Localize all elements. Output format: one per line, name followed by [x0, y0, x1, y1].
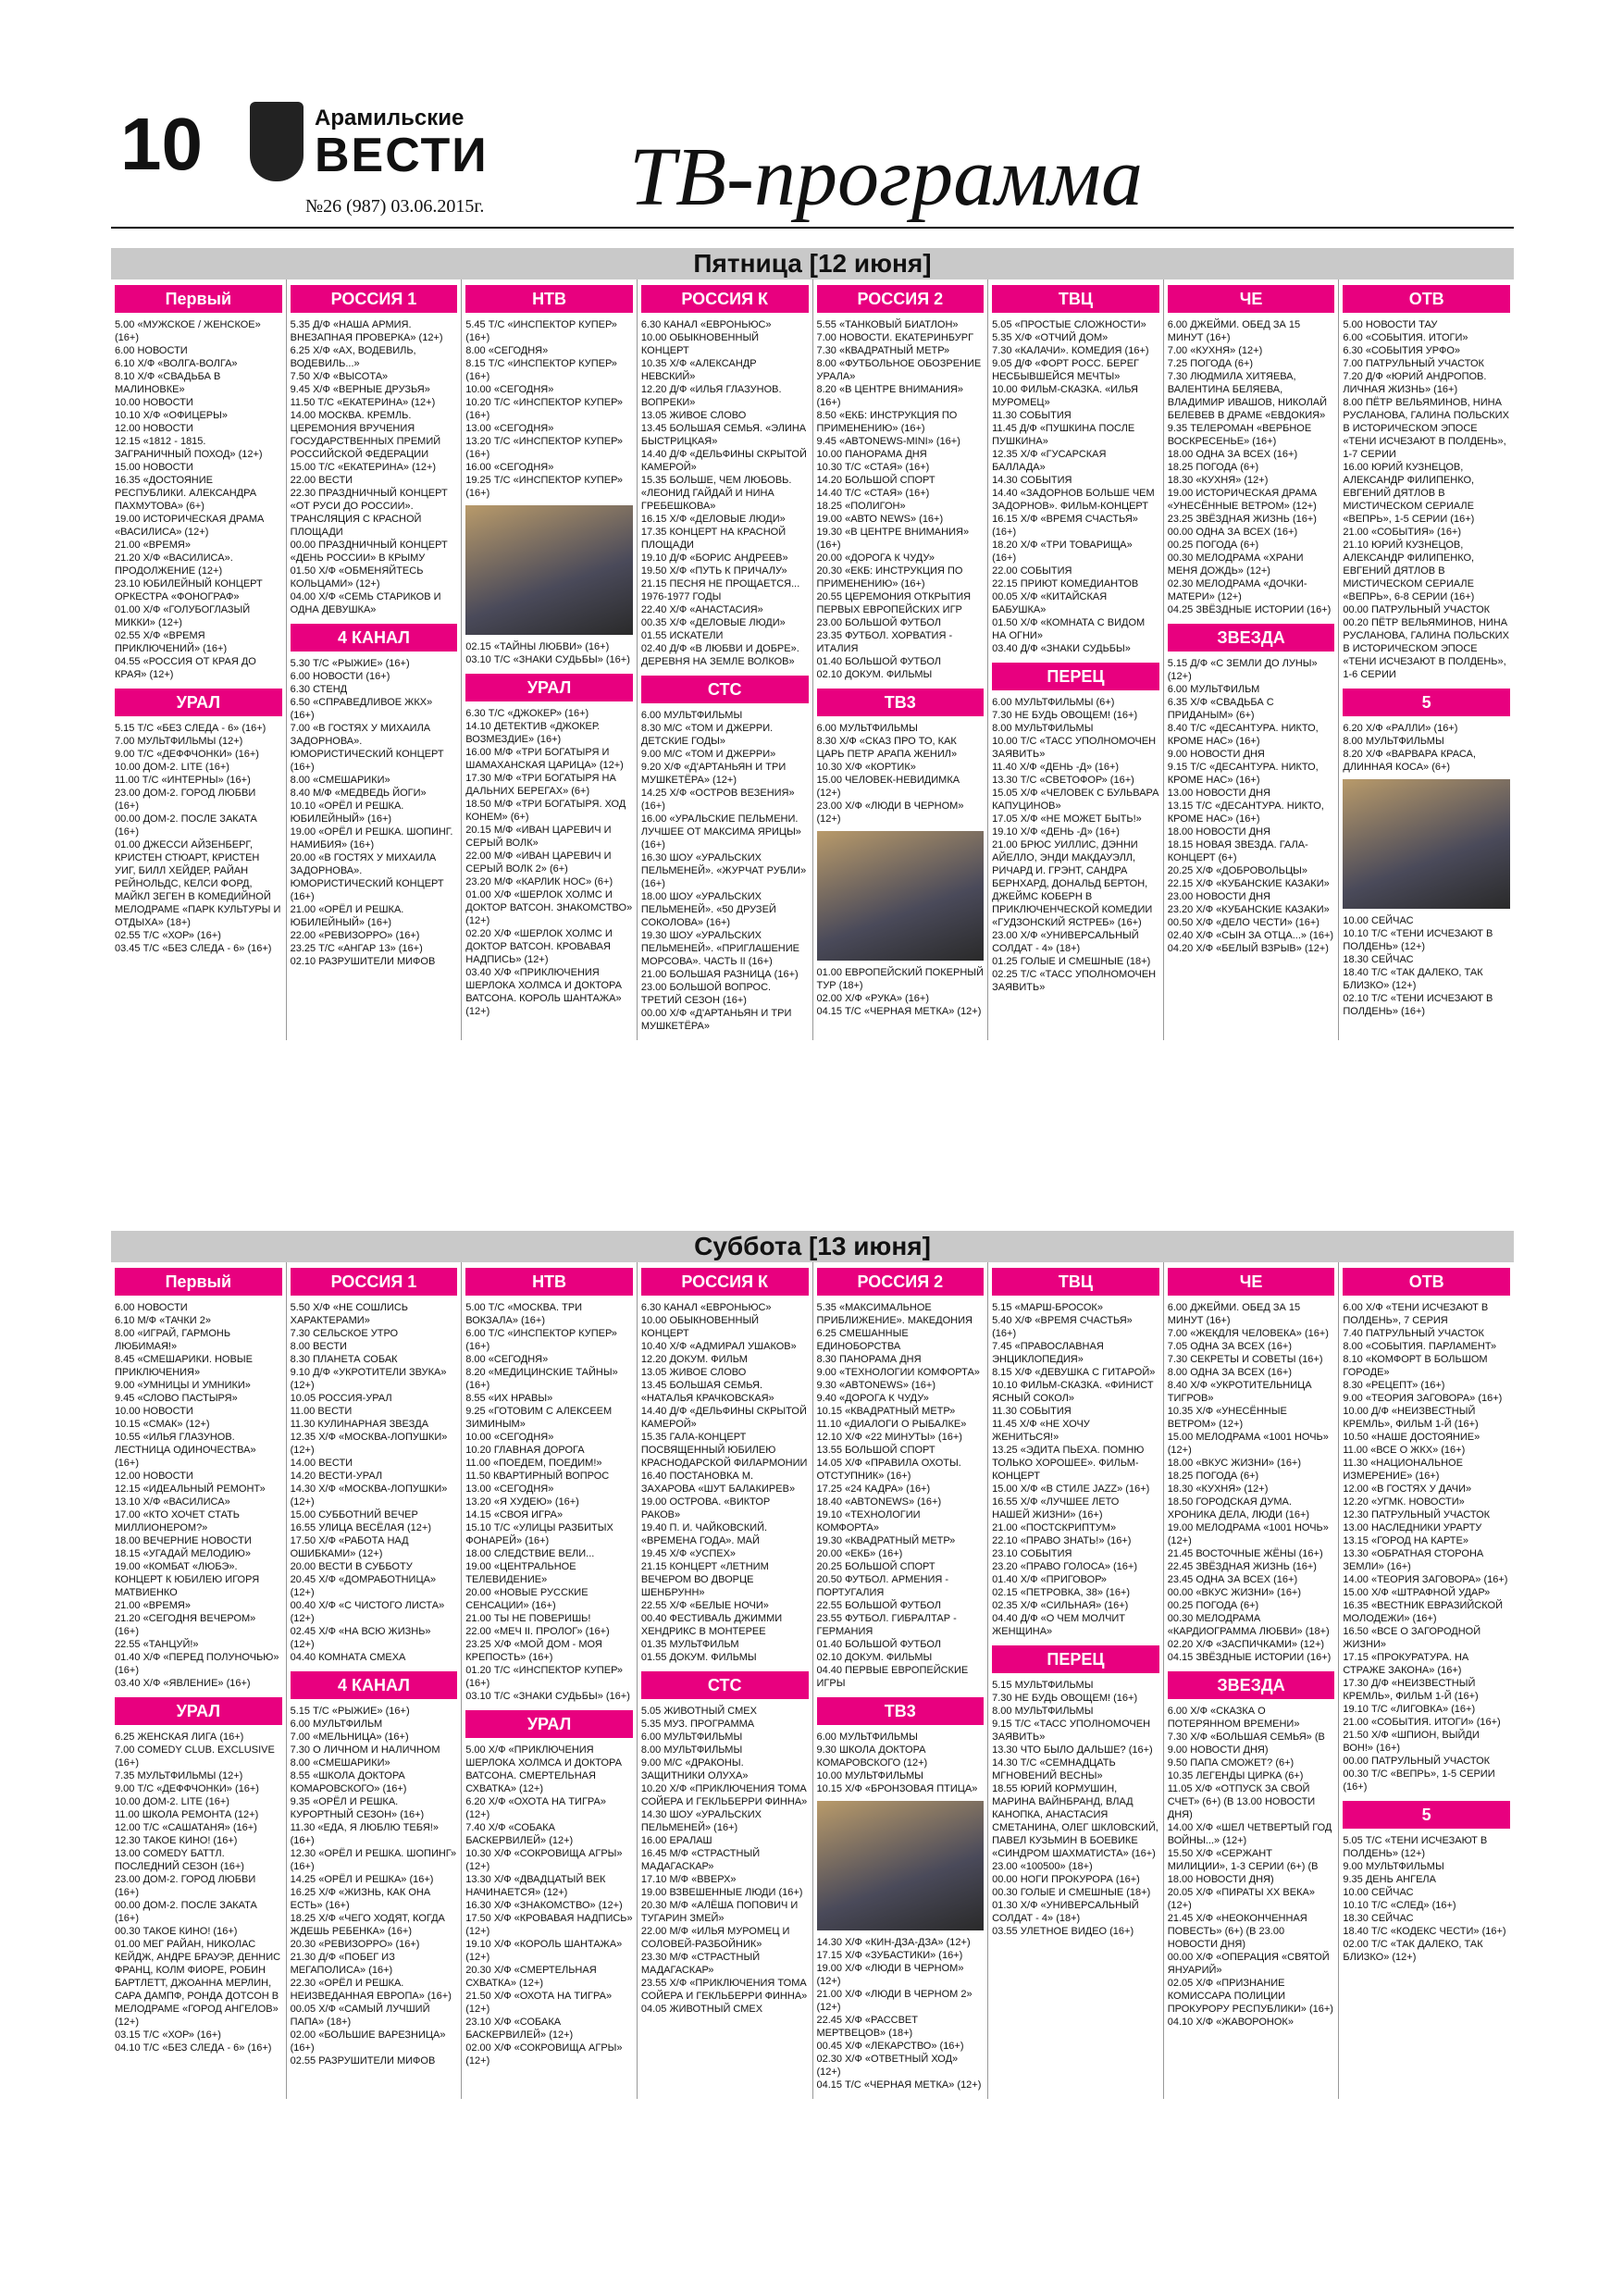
channel-logo: УРАЛ: [465, 674, 633, 701]
program-list-continued: 02.15 «ТАЙНЫ ЛЮБВИ» (16+) 03.10 Т/С «ЗНАКИ СУДЬБЫ» (16+): [465, 641, 630, 665]
program-list: 5.15 «МАРШ-БРОСОК» 5.40 Х/Ф «ВРЕМЯ СЧАСТЬЯ» (16+) 7.45 «ПРАВОСЛАВНАЯ ЭНЦИКЛОПЕДИЯ» 8.15 Х/Ф «ДЕВУШКА С ГИТАРОЙ» 10.10 ФИЛЬМ-СКАЗКА. «ФИНИСТ ЯСНЫЙ СОКОЛ» 11.30 СОБЫТИЯ 11.45 Х/Ф «НЕ ХОЧУ ЖЕНИТЬСЯ!» 13.25 «ЭДИТА ПЬЕХА. ПОМНЮ ТОЛЬКО ХОРОШЕЕ». ФИЛЬМ-КОНЦЕРТ 15.00 Х/Ф «В СТИЛЕ JAZZ» (16+) 16.55 Х/Ф «ЛУЧШЕЕ ЛЕТО НАШЕЙ ЖИЗНИ» (16+) 21.00 «ПОСТСКРИПТУМ» 22.10 «ПРАВО ЗНАТЬ!» (16+) 23.10 СОБЫТИЯ 23.20 «ПРАВО ГОЛОСА» (16+) 01.40 Х/Ф «ПРИГОВОР» 02.15 «ПЕТРОВКА, 38» (16+) 02.35 Х/Ф «СИЛЬНАЯ» (16+) 04.40 Д/Ф «О ЧЕМ МОЛЧИТ ЖЕНЩИНА»: [992, 1302, 1156, 1637]
program-list: 5.05 Т/С «ТЕНИ ИСЧЕЗАЮТ В ПОЛДЕНЬ» (12+) 9.00 МУЛЬТФИЛЬМЫ 9.35 ДЕНЬ АНГЕЛА 10.00 СЕЙЧАС 10.10 Т/С «СЛЕД» (16+) 18.30 СЕЙЧАС 18.40 Т/С «КОДЕКС ЧЕСТИ» (16+) 02.00 Т/С «ТАК ДАЛЕКО, ТАК БЛИЗКО» (12+): [1343, 1835, 1506, 1963]
channel-logo: РОССИЯ 2: [817, 1268, 985, 1296]
program-list: 5.15 МУЛЬТФИЛЬМЫ 7.30 НЕ БУДЬ ОВОЩЕМ! (16+) 8.00 МУЛЬТФИЛЬМЫ 9.15 Т/С «ТАСС УПОЛНОМОЧЕН ЗАЯВИТЬ» 13.30 ЧТО БЫЛО ДАЛЬШЕ? (16+) 14.30 Т/С «СЕМНАДЦАТЬ МГНОВЕНИЙ ВЕСНЫ» 18.55 ЮРИЙ КОРМУШИН, МАРИНА ВАЙНБРАНД, ВЛАД КАНОПКА, АНАСТАСИЯ СМЕТАНИНА, ОЛЕГ ШКЛОВСКИЙ, ПАВЕЛ КУЗЬМИН В БОЕВИКЕ «СИНДРОМ ШАХМАТИСТА» (16+) 23.00 «100500» (18+) 00.00 НОГИ ПРОКУРОРА (16+) 00.30 ГОЛЫЕ И СМЕШНЫЕ (18+) 01.30 Х/Ф «УНИВЕРСАЛЬНЫЙ СОЛДАТ - 4» (18+) 03.55 УЛЕТНОЕ ВИДЕО (16+): [992, 1680, 1158, 1937]
program-list: 5.30 Т/С «РЫЖИЕ» (16+) 6.00 НОВОСТИ (16+) 6.30 СТЕНД 6.50 «СПРАВЕДЛИВОЕ ЖКХ» (16+) 7.00 «В ГОСТЯХ У МИХАИЛА ЗАДОРНОВА». ЮМОРИСТИЧЕСКИЙ КОНЦЕРТ (16+) 8.00 «СМЕШАРИКИ» 8.40 М/Ф «МЕДВЕДЬ ЙОГИ» 10.10 «ОРЁЛ И РЕШКА. ЮБИЛЕЙНЫЙ» (16+) 19.00 «ОРЁЛ И РЕШКА. ШОПИНГ. НАМИБИЯ» (16+) 20.00 «В ГОСТЯХ У МИХАИЛА ЗАДОРНОВА». ЮМОРИСТИЧЕСКИЙ КОНЦЕРТ (16+) 21.00 «ОРЁЛ И РЕШКА. ЮБИЛЕЙНЫЙ» (16+) 22.00 «РЕВИЗОРРО» (16+) 23.25 Т/С «АНГАР 13» (16+) 02.10 РАЗРУШИТЕЛИ МИФОВ: [290, 658, 453, 967]
program-list: 5.00 Х/Ф «ПРИКЛЮЧЕНИЯ ШЕРЛОКА ХОЛМСА И ДОКТОРА ВАТСОНА. СМЕРТЕЛЬНАЯ СХВАТКА» (12+) 6.20 Х/Ф «ОХОТА НА ТИГРА» (12+) 7.40 Х/Ф «СОБАКА БАСКЕРВИЛЕЙ» (12+) 10.30 Х/Ф «СОКРОВИЩА АГРЫ» (12+) 13.30 Х/Ф «ДВАДЦАТЫЙ ВЕК НАЧИНАЕТСЯ» (12+) 16.30 Х/Ф «ЗНАКОМСТВО» (12+) 17.50 Х/Ф «КРОВАВАЯ НАДПИСЬ» (12+) 19.10 Х/Ф «КОРОЛЬ ШАНТАЖА» (12+) 20.30 Х/Ф «СМЕРТЕЛЬНАЯ СХВАТКА» (12+) 21.50 Х/Ф «ОХОТА НА ТИГРА» (12+) 23.10 Х/Ф «СОБАКА БАСКЕРВИЛЕЙ» (12+) 02.00 Х/Ф «СОКРОВИЩА АГРЫ» (12+): [465, 1744, 633, 2066]
day-saturday: [111, 1231, 1514, 2267]
channel-column: [988, 1262, 1164, 2099]
program-list-continued: 01.00 ЕВРОПЕЙСКИЙ ПОКЕРНЫЙ ТУР (18+) 02.00 Х/Ф «РУКА» (16+) 04.15 Т/С «ЧЕРНАЯ МЕТКА» (12+): [816, 967, 984, 1017]
channel-logo: РОССИЯ 1: [291, 285, 458, 313]
channel-block: [1168, 1268, 1335, 1664]
page-number: 10: [120, 103, 203, 185]
channel-column: [1164, 1262, 1340, 2099]
program-list: 5.45 Т/С «ИНСПЕКТОР КУПЕР» (16+) 8.00 «СЕГОДНЯ» 8.15 Т/С «ИНСПЕКТОР КУПЕР» (16+) 10.00 «СЕГОДНЯ» 10.20 Т/С «ИНСПЕКТОР КУПЕР» (16+) 13.00 «СЕГОДНЯ» 13.20 Т/С «ИНСПЕКТОР КУПЕР» (16+) 16.00 «СЕГОДНЯ» 19.25 Т/С «ИНСПЕКТОР КУПЕР» (16+): [465, 319, 623, 499]
program-list: 5.35 Д/Ф «НАША АРМИЯ. ВНЕЗАПНАЯ ПРОВЕРКА» (12+) 6.25 Х/Ф «АХ, ВОДЕВИЛЬ, ВОДЕВИЛЬ...» 7.50 Х/Ф «ВЫСОТА» 9.45 Х/Ф «ВЕРНЫЕ ДРУЗЬЯ» 11.50 Т/С «ЕКАТЕРИНА» (12+) 14.00 МОСКВА. КРЕМЛЬ. ЦЕРЕМОНИЯ ВРУЧЕНИЯ ГОСУДАРСТВЕННЫХ ПРЕМИЙ РОССИЙСКОЙ ФЕДЕРАЦИИ 15.00 Т/С «ЕКАТЕРИНА» (12+) 22.00 ВЕСТИ 22.30 ПРАЗДНИЧНЫЙ КОНЦЕРТ «ОТ РУСИ ДО РОССИИ». ТРАНСЛЯЦИЯ С КРАСНОЙ ПЛОЩАДИ 00.00 ПРАЗДНИЧНЫЙ КОНЦЕРТ «ДЕНЬ РОССИИ» В КРЫМУ 01.50 Х/Ф «ОБМЕНЯЙТЕСЬ КОЛЬЦАМИ» (12+) 04.00 Х/Ф «СЕМЬ СТАРИКОВ И ОДНА ДЕВУШКА»: [290, 319, 448, 615]
channel-block: [291, 624, 458, 968]
channel-logo: НТВ: [465, 285, 633, 313]
header-rule: [111, 227, 1514, 229]
channel-block: [992, 1645, 1159, 1938]
program-list: 6.00 МУЛЬТФИЛЬМЫ 8.30 М/С «ТОМ И ДЖЕРРИ. ДЕТСКИЕ ГОДЫ» 9.00 М/С «ТОМ И ДЖЕРРИ» 9.20 Х/Ф «Д'АРТАНЬЯН И ТРИ МУШКЕТЁРА» (12+) 14.25 Х/Ф «ОСТРОВ ВЕЗЕНИЯ» (16+) 16.00 «УРАЛЬСКИЕ ПЕЛЬМЕНИ. ЛУЧШЕЕ ОТ МАКСИМА ЯРИЦЫ» (16+) 16.30 ШОУ «УРАЛЬСКИХ ПЕЛЬМЕНЕЙ». «ЖУРЧАТ РУБЛИ» (16+) 18.00 ШОУ «УРАЛЬСКИХ ПЕЛЬМЕНЕЙ». «50 ДРУЗЕЙ СОКОЛОВА» (16+) 19.30 ШОУ «УРАЛЬСКИХ ПЕЛЬМЕНЕЙ». «ПРИГЛАШЕНИЕ МОРСОВА». ЧАСТЬ II (16+) 21.00 БОЛЬШАЯ РАЗНИЦА (16+) 23.00 БОЛЬШОЙ ВОПРОС. ТРЕТИЙ СЕЗОН (16+) 00.00 Х/Ф «Д'АРТАНЬЯН И ТРИ МУШКЕТЁРА»: [640, 710, 807, 1032]
channel-block: [465, 674, 633, 1018]
program-list: 6.20 Х/Ф «РАЛЛИ» (16+) 8.00 МУЛЬТФИЛЬМЫ 8.20 Х/Ф «ВАРВАРА КРАСА, ДЛИННАЯ КОСА» (6+): [1343, 723, 1476, 773]
channel-column: [1339, 279, 1514, 1040]
channel-logo: ТВЦ: [992, 285, 1159, 313]
channel-logo: Первый: [115, 285, 282, 313]
logo-top-text: Арамильские: [315, 105, 465, 130]
channel-logo: ЧЕ: [1168, 285, 1335, 313]
channel-block: [641, 285, 809, 668]
channel-logo: ТВЦ: [992, 1268, 1159, 1296]
channel-logo: РОССИЯ К: [641, 285, 809, 313]
channel-block: [465, 285, 633, 666]
program-list: 6.00 Х/Ф «ТЕНИ ИСЧЕЗАЮТ В ПОЛДЕНЬ», 7 СЕРИЯ 7.40 ПАТРУЛЬНЫЙ УЧАСТОК 8.00 «СОБЫТИЯ. ПАРЛАМЕНТ» 8.10 «КОМФОРТ В БОЛЬШОМ ГОРОДЕ» 8.30 «РЕЦЕПТ» (16+) 9.00 «ТЕОРИЯ ЗАГОВОРА» (16+) 10.00 Д/Ф «НЕИЗВЕСТНЫЙ КРЕМЛЬ», ФИЛЬМ 1-Й (16+) 10.50 «НАШЕ ДОСТОЯНИЕ» 11.00 «ВСЕ О ЖКХ» (16+) 11.30 «НАЦИОНАЛЬНОЕ ИЗМЕРЕНИЕ» (16+) 12.00 «В ГОСТЯХ У ДАЧИ» 12.20 «УГМК. НОВОСТИ» 12.30 ПАТРУЛЬНЫЙ УЧАСТОК 13.00 НАСЛЕДНИКИ УРАРТУ 13.15 «ГОРОД НА КАРТЕ» 13.30 «ОБРАТНАЯ СТОРОНА ЗЕМЛИ» (16+) 14.00 «ТЕОРИЯ ЗАГОВОРА» (16+) 15.00 Х/Ф «ШТРАФНОЙ УДАР» 16.35 «ВЕСТНИК ЕВРАЗИЙСКОЙ МОЛОДЕЖИ» (16+) 16.50 «ВСЕ О ЗАГОРОДНОЙ ЖИЗНИ» 17.15 «ПРОКУРАТУРА. НА СТРАЖЕ ЗАКОНА» (16+) 17.30 Д/Ф «НЕИЗВЕСТНЫЙ КРЕМЛЬ», ФИЛЬМ 1-Й (16+) 19.10 Т/С «ЛИГОВКА» (16+) 21.00 «СОБЫТИЯ. ИТОГИ» (16+) 21.50 Х/Ф «ШПИОН, ВЫЙДИ ВОН!» (16+) 00.00 ПАТРУЛЬНЫЙ УЧАСТОК 00.30 Т/С «ВЕПРЬ», 1-5 СЕРИИ (16+): [1343, 1302, 1508, 1793]
channel-block: [1343, 285, 1510, 681]
channel-column: [1164, 279, 1340, 1040]
section-title: ТВ-программа: [629, 131, 1143, 223]
channel-column: [988, 279, 1164, 1040]
day-title: Пятница [12 июня]: [111, 248, 1514, 279]
channel-logo: ЧЕ: [1168, 1268, 1335, 1296]
channel-block: [1343, 1268, 1510, 1793]
channel-logo: СТС: [641, 676, 809, 703]
channel-column: [1339, 1262, 1514, 2099]
program-list: 5.05 «ПРОСТЫЕ СЛОЖНОСТИ» 5.35 Х/Ф «ОТЧИЙ ДОМ» 7.30 «КАЛАЧИ». КОМЕДИЯ (16+) 9.05 Д/Ф «ФОРТ РОСС. БЕРЕГ НЕСБЫВШЕЙСЯ МЕЧТЫ» 10.00 ФИЛЬМ-СКАЗКА. «ИЛЬЯ МУРОМЕЦ» 11.30 СОБЫТИЯ 11.45 Д/Ф «ПУШКИНА ПОСЛЕ ПУШКИНА» 12.35 Х/Ф «ГУСАРСКАЯ БАЛЛАДА» 14.30 СОБЫТИЯ 14.40 «ЗАДОРНОВ БОЛЬШЕ ЧЕМ ЗАДОРНОВ». ФИЛЬМ-КОНЦЕРТ 16.15 Х/Ф «ВРЕМЯ СЧАСТЬЯ» (16+) 18.20 Х/Ф «ТРИ ТОВАРИЩА» (16+) 22.00 СОБЫТИЯ 22.15 ПРИЮТ КОМЕДИАНТОВ 00.05 Х/Ф «КИТАЙСКАЯ БАБУШКА» 01.50 Х/Ф «КОМНАТА С ВИДОМ НА ОГНИ» 03.40 Д/Ф «ЗНАКИ СУДЬБЫ»: [992, 319, 1155, 654]
program-list: 6.30 Т/С «ДЖОКЕР» (16+) 14.10 ДЕТЕКТИВ «ДЖОКЕР. ВОЗМЕЗДИЕ» (16+) 16.00 М/Ф «ТРИ БОГАТЫРЯ И ШАМАХАНСКАЯ ЦАРИЦА» (12+) 17.30 М/Ф «ТРИ БОГАТЫРЯ НА ДАЛЬНИХ БЕРЕГАХ» (6+) 18.50 М/Ф «ТРИ БОГАТЫРЯ. ХОД КОНЕМ» (6+) 20.15 М/Ф «ИВАН ЦАРЕВИЧ И СЕРЫЙ ВОЛК» 22.00 М/Ф «ИВАН ЦАРЕВИЧ И СЕРЫЙ ВОЛК 2» (6+) 23.20 М/Ф «КАРЛИК НОС» (6+) 01.00 Х/Ф «ШЕРЛОК ХОЛМС И ДОКТОР ВАТСОН. ЗНАКОМСТВО» (12+) 02.20 Х/Ф «ШЕРЛОК ХОЛМС И ДОКТОР ВАТСОН. КРОВАВАЯ НАДПИСЬ» (12+) 03.40 Х/Ф «ПРИКЛЮЧЕНИЯ ШЕРЛОКА ХОЛМСА И ДОКТОРА ВАТСОНА. КОРОЛЬ ШАНТАЖА» (12+): [465, 708, 633, 1017]
channel-logo: СТС: [641, 1671, 809, 1699]
channel-block: [115, 689, 282, 955]
channel-logo: УРАЛ: [465, 1710, 633, 1738]
channel-block: [115, 285, 282, 681]
channel-logo: РОССИЯ 2: [817, 285, 985, 313]
channel-block: [817, 285, 985, 681]
program-list: 6.00 Х/Ф «СКАЗКА О ПОТЕРЯННОМ ВРЕМЕНИ» 7.30 Х/Ф «БОЛЬШАЯ СЕМЬЯ» (В 9.00 НОВОСТИ ДНЯ) 9.50 ПАПА СМОЖЕТ? (6+) 10.35 ЛЕГЕНДЫ ЦИРКА (6+) 11.05 Х/Ф «ОТПУСК ЗА СВОЙ СЧЕТ» (6+) (В 13.00 НОВОСТИ ДНЯ) 14.00 Х/Ф «ШЕЛ ЧЕТВЕРТЫЙ ГОД ВОЙНЫ...» (12+) 15.50 Х/Ф «СЕРЖАНТ МИЛИЦИИ», 1-3 СЕРИИ (6+) (В 18.00 НОВОСТИ ДНЯ) 20.05 Х/Ф «ПИРАТЫ XX ВЕКА» (12+) 21.45 Х/Ф «НЕОКОНЧЕННАЯ ПОВЕСТЬ» (6+) (В 23.00 НОВОСТИ ДНЯ) 00.00 Х/Ф «ОПЕРАЦИЯ «СВЯТОЙ ЯНУАРИЙ» 02.05 Х/Ф «ПРИЗНАНИЕ КОМИССАРА ПОЛИЦИИ ПРОКУРОРУ РЕСПУБЛИКИ» (16+) 04.10 Х/Ф «ЖАВОРОНОК»: [1167, 1706, 1333, 2028]
channel-block: [992, 285, 1159, 655]
channel-column: [462, 279, 638, 1040]
issue-info: №26 (987) 03.06.2015г.: [305, 196, 485, 217]
day-friday: [111, 248, 1514, 1210]
channel-block: [992, 663, 1159, 994]
channel-block: [641, 676, 809, 1033]
channel-block: [291, 1268, 458, 1664]
day-title: Суббота [13 июня]: [111, 1231, 1514, 1262]
channel-logo: 5: [1343, 689, 1510, 716]
channel-column: [111, 1262, 287, 2099]
channel-column: [813, 1262, 989, 2099]
channel-logo: 4 КАНАЛ: [291, 624, 458, 652]
channel-block: [641, 1268, 809, 1664]
program-list: 6.00 НОВОСТИ 6.10 М/Ф «ТАЧКИ 2» 8.00 «ИГРАЙ, ГАРМОНЬ ЛЮБИМАЯ!» 8.45 «СМЕШАРИКИ. НОВЫЕ ПРИКЛЮЧЕНИЯ» 9.00 «УМНИЦЫ И УМНИКИ» 9.45 «СЛОВО ПАСТЫРЯ» 10.00 НОВОСТИ 10.15 «СМАК» (12+) 10.55 «ИЛЬЯ ГЛАЗУНОВ. ЛЕСТНИЦА ОДИНОЧЕСТВА» (16+) 12.00 НОВОСТИ 12.15 «ИДЕАЛЬНЫЙ РЕМОНТ» 13.10 Х/Ф «ВАСИЛИСА» 17.00 «КТО ХОЧЕТ СТАТЬ МИЛЛИОНЕРОМ?» 18.00 ВЕЧЕРНИЕ НОВОСТИ 18.15 «УГАДАЙ МЕЛОДИЮ» 19.00 «КОМБАТ «ЛЮБЭ». КОНЦЕРТ К ЮБИЛЕЮ ИГОРЯ МАТВИЕНКО 21.00 «ВРЕМЯ» 21.20 «СЕГОДНЯ ВЕЧЕРОМ» (16+) 22.55 «ТАНЦУЙ!» 01.40 Х/Ф «ПЕРЕД ПОЛУНОЧЬЮ» (16+) 03.40 Х/Ф «ЯВЛЕНИЕ» (16+): [115, 1302, 279, 1689]
channel-logo: ОТВ: [1343, 285, 1510, 313]
channel-block: [1168, 1671, 1335, 2029]
channel-block: [1168, 624, 1335, 955]
program-list: 5.00 Т/С «МОСКВА. ТРИ ВОКЗАЛА» (16+) 6.00 Т/С «ИНСПЕКТОР КУПЕР» (16+) 8.00 «СЕГОДНЯ» 8.20 «МЕДИЦИНСКИЕ ТАЙНЫ» (16+) 8.55 «ИХ НРАВЫ» 9.25 «ГОТОВИМ С АЛЕКСЕЕМ ЗИМИНЫМ» 10.00 «СЕГОДНЯ» 10.20 ГЛАВНАЯ ДОРОГА 11.00 «ПОЕДЕМ, ПОЕДИМ!» 11.50 КВАРТИРНЫЙ ВОПРОС 13.00 «СЕГОДНЯ» 13.20 «Я ХУДЕЮ» (16+) 14.15 «СВОЯ ИГРА» 15.10 Т/С «УЛИЦЫ РАЗБИТЫХ ФОНАРЕЙ» (16+) 18.00 СЛЕДСТВИЕ ВЕЛИ... 19.00 «ЦЕНТРАЛЬНОЕ ТЕЛЕВИДЕНИЕ» 20.00 «НОВЫЕ РУССКИЕ СЕНСАЦИИ» (16+) 21.00 ТЫ НЕ ПОВЕРИШЬ! 22.00 «МЕЧ II. ПРОЛОГ» (16+) 23.25 Х/Ф «МОЙ ДОМ - МОЯ КРЕПОСТЬ» (16+) 01.20 Т/С «ИНСПЕКТОР КУПЕР» (16+) 03.10 Т/С «ЗНАКИ СУДЬБЫ» (16+): [465, 1302, 630, 1702]
logo-main-text: ВЕСТИ: [315, 129, 489, 182]
channel-block: [291, 1671, 458, 2067]
program-list: 6.30 КАНАЛ «ЕВРОНЬЮС» 10.00 ОБЫКНОВЕННЫЙ КОНЦЕРТ 10.35 Х/Ф «АЛЕКСАНДР НЕВСКИЙ» 12.20 Д/Ф «ИЛЬЯ ГЛАЗУНОВ. ВОПРЕКИ» 13.05 ЖИВОЕ СЛОВО 13.45 БОЛЬШАЯ СЕМЬЯ. «ЭЛИНА БЫСТРИЦКАЯ» 14.40 Д/Ф «ДЕЛЬФИНЫ СКРЫТОЙ КАМЕРОЙ» 15.35 БОЛЬШЕ, ЧЕМ ЛЮБОВЬ. «ЛЕОНИД ГАЙДАЙ И НИНА ГРЕБЕШКОВА» 16.15 Х/Ф «ДЕЛОВЫЕ ЛЮДИ» 17.35 КОНЦЕРТ НА КРАСНОЙ ПЛОЩАДИ 19.10 Д/Ф «БОРИС АНДРЕЕВ» 19.50 Х/Ф «ПУТЬ К ПРИЧАЛУ» 21.15 ПЕСНЯ НЕ ПРОЩАЕТСЯ... 1976-1977 ГОДЫ 22.40 Х/Ф «АНАСТАСИЯ» 00.35 Х/Ф «ДЕЛОВЫЕ ЛЮДИ» 01.55 ИСКАТЕЛИ 02.40 Д/Ф «В ЛЮБВИ И ДОБРЕ». ДЕРЕВНЯ НА ЗЕМЛЕ ВОЛКОВ»: [640, 319, 807, 667]
channel-logo: РОССИЯ 1: [291, 1268, 458, 1296]
program-list: 6.00 ДЖЕЙМИ. ОБЕД ЗА 15 МИНУТ (16+) 7.00 «КУХНЯ» (12+) 7.25 ПОГОДА (6+) 7.30 ЛЮДМИЛА ХИТЯЕВА, ВАЛЕНТИНА БЕЛЯЕВА, ВЛАДИМИР ИВАШОВ, НИКОЛАЙ БЕЛЕВЕВ В ДРАМЕ «ЕВДОКИЯ» 9.35 ТЕЛЕРОМАН «ВЕРБНОЕ ВОСКРЕСЕНЬЕ» (16+) 18.00 ОДНА ЗА ВСЕХ (16+) 18.25 ПОГОДА (6+) 18.30 «КУХНЯ» (12+) 19.00 ИСТОРИЧЕСКАЯ ДРАМА «УНЕСЁННЫЕ ВЕТРОМ» (12+) 23.25 ЗВЁЗДНАЯ ЖИЗНЬ (16+) 00.00 ОДНА ЗА ВСЕХ (16+) 00.25 ПОГОДА (6+) 00.30 МЕЛОДРАМА «ХРАНИ МЕНЯ ДОЖДЬ» (12+) 02.30 МЕЛОДРАМА «ДОЧКИ-МАТЕРИ» (12+) 04.25 ЗВЁЗДНЫЕ ИСТОРИИ (16+): [1167, 319, 1332, 615]
program-list: 5.35 «МАКСИМАЛЬНОЕ ПРИБЛИЖЕНИЕ». МАКЕДОНИЯ 6.25 СМЕШАННЫЕ ЕДИНОБОРСТВА 8.30 ПАНОРАМА ДНЯ 9.00 «ТЕХНОЛОГИИ КОМФОРТА» 9.30 «ABTONEWS» (16+) 9.40 «ДОРОГА К ЧУДУ» 10.15 «КВАДРАТНЫЙ МЕТР» 11.10 «ДИАЛОГИ О РЫБАЛКЕ» 12.10 Х/Ф «22 МИНУТЫ» (16+) 13.55 БОЛЬШОЙ СПОРТ 14.05 Х/Ф «ПРАВИЛА ОХОТЫ. ОТСТУПНИК» (16+) 17.25 «24 КАДРА» (16+) 18.40 «ABTONEWS» (16+) 19.10 «ТЕХНОЛОГИИ КОМФОРТА» 19.30 «КВАДРАТНЫЙ МЕТР» 20.00 «ЕКБ» (16+) 20.25 БОЛЬШОЙ СПОРТ 20.50 ФУТБОЛ. АРМЕНИЯ - ПОРТУГАЛИЯ 22.55 БОЛЬШОЙ ФУТБОЛ 23.55 ФУТБОЛ. ГИБРАЛТАР - ГЕРМАНИЯ 01.40 БОЛЬШОЙ ФУТБОЛ 02.10 ДОКУМ. ФИЛЬМЫ 04.40 ПЕРВЫЕ ЕВРОПЕЙСКИЕ ИГРЫ: [816, 1302, 980, 1689]
program-list: 5.15 Т/С «БЕЗ СЛЕДА - 6» (16+) 7.00 МУЛЬТФИЛЬМЫ (12+) 9.00 Т/С «ДЕФФЧОНКИ» (16+) 10.00 ДОМ-2. LITE (16+) 11.00 Т/С «ИНТЕРНЫ» (16+) 23.00 ДОМ-2. ГОРОД ЛЮБВИ (16+) 00.00 ДОМ-2. ПОСЛЕ ЗАКАТА (16+) 01.00 ДЖЕССИ АЙЗЕНБЕРГ, КРИСТЕН СТЮАРТ, КРИСТЕН УИГ, БИЛЛ ХЕЙДЕР, РАЙАН РЕЙНОЛЬДС, КЕЛСИ ФОРД, МАЙКЛ ЗЕГЕН В КОМЕДИЙНОЙ МЕЛОДРАМЕ «ПАРК КУЛЬТУРЫ И ОТДЫХА» (18+) 02.55 Т/С «ХОР» (16+) 03.45 Т/С «БЕЗ СЛЕДА - 6» (16+): [115, 723, 281, 954]
program-list: 6.00 МУЛЬТФИЛЬМЫ 8.30 Х/Ф «СКАЗ ПРО ТО, КАК ЦАРЬ ПЕТР АРАПА ЖЕНИЛ» 10.30 Х/Ф «КОРТИК» 15.00 ЧЕЛОВЕК-НЕВИДИМКА (12+) 23.00 Х/Ф «ЛЮДИ В ЧЕРНОМ» (12+): [816, 723, 964, 825]
channel-block: [817, 1697, 985, 2091]
channel-block: [641, 1671, 809, 2016]
channel-logo: ТВ3: [817, 1697, 985, 1725]
channel-logo: ПЕРЕЦ: [992, 663, 1159, 690]
program-list: 6.00 МУЛЬТФИЛЬМЫ (6+) 7.30 НЕ БУДЬ ОВОЩЕМ! (16+) 8.00 МУЛЬТФИЛЬМЫ 10.00 Т/С «ТАСС УПОЛНОМОЧЕН ЗАЯВИТЬ» 11.40 Х/Ф «ДЕНЬ -Д» (16+) 13.30 Т/С «СВЕТОФОР» (16+) 15.05 Х/Ф «ЧЕЛОВЕК С БУЛЬВАРА КАПУЦИНОВ» 17.05 Х/Ф «НЕ МОЖЕТ БЫТЬ!» 19.10 Х/Ф «ДЕНЬ -Д» (16+) 21.00 БРЮС УИЛЛИС, ДЭННИ АЙЕЛЛО, ЭНДИ МАКДАУЭЛЛ, РИЧАРД И. ГРЭНТ, САНДРА БЕРНХАРД, ДОНАЛЬД БЕРТОН, ДЖЕЙМС КОБЕРН В ПРИКЛЮЧЕНЧЕСКОЙ КОМЕДИИ «ГУДЗОНСКИЙ ЯСТРЕБ» (16+) 23.00 Х/Ф «УНИВЕРСАЛЬНЫЙ СОЛДАТ - 4» (18+) 01.25 ГОЛЫЕ И СМЕШНЫЕ (18+) 02.25 Т/С «ТАСС УПОЛНОМОЧЕН ЗАЯВИТЬ»: [992, 697, 1159, 993]
channel-logo: ЗВЕЗДА: [1168, 624, 1335, 652]
channel-block: [465, 1268, 633, 1703]
channel-logo: ТВ3: [817, 689, 985, 716]
program-list: 6.30 КАНАЛ «ЕВРОНЬЮС» 10.00 ОБЫКНОВЕННЫЙ КОНЦЕРТ 10.40 Х/Ф «АДМИРАЛ УШАКОВ» 12.20 ДОКУМ. ФИЛЬМ 13.05 ЖИВОЕ СЛОВО 13.45 БОЛЬШАЯ СЕМЬЯ. «НАТАЛЬЯ КРАЧКОВСКАЯ» 14.40 Д/Ф «ДЕЛЬФИНЫ СКРЫТОЙ КАМЕРОЙ» 15.35 ГАЛА-КОНЦЕРТ ПОСВЯЩЕННЫЙ ЮБИЛЕЮ КРАСНОДАРСКОЙ ФИЛАРМОНИИ 16.40 ПОСТАНОВКА М. ЗАХАРОВА «ШУТ БАЛАКИРЕВ» 19.00 ОСТРОВА. «ВИКТОР РАКОВ» 19.40 П. И. ЧАЙКОВСКИЙ. «ВРЕМЕНА ГОДА». МАЙ 19.45 Х/Ф «УСПЕХ» 21.15 КОНЦЕРТ «ЛЕТНИМ ВЕЧЕРОМ ВО ДВОРЦЕ ШЕНБРУНН» 22.55 Х/Ф «БЕЛЫЕ НОЧИ» 00.40 ФЕСТИВАЛЬ ДЖИММИ ХЕНДРИКС В МОНТЕРЕЕ 01.35 МУЛЬТФИЛЬМ 01.55 ДОКУМ. ФИЛЬМЫ: [640, 1302, 808, 1663]
program-list-continued: 10.00 СЕЙЧАС 10.10 Т/С «ТЕНИ ИСЧЕЗАЮТ В ПОЛДЕНЬ» (12+) 18.30 СЕЙЧАС 18.40 Т/С «ТАК ДАЛЕКО, ТАК БЛИЗКО» (12+) 02.10 Т/С «ТЕНИ ИСЧЕЗАЮТ В ПОЛДЕНЬ» (16+): [1343, 915, 1493, 1017]
channel-block: [992, 1268, 1159, 1638]
newspaper-logo: [250, 102, 489, 185]
program-list: 6.00 МУЛЬТФИЛЬМЫ 9.30 ШКОЛА ДОКТОРА КОМАРОВСКОГО (12+) 10.00 МУЛЬТФИЛЬМЫ 10.15 Х/Ф «БРОНЗОВАЯ ПТИЦА»: [816, 1731, 978, 1794]
crest-icon: [250, 102, 304, 181]
program-list: 5.55 «ТАНКОВЫЙ БИАТЛОН» 7.00 НОВОСТИ. ЕКАТЕРИНБУРГ 7.30 «КВАДРАТНЫЙ МЕТР» 8.00 «ФУТБОЛЬНОЕ ОБОЗРЕНИЕ УРАЛА» 8.20 «В ЦЕНТРЕ ВНИМАНИЯ» (16+) 8.50 «ЕКБ: ИНСТРУКЦИЯ ПО ПРИМЕНЕНИЮ» (16+) 9.45 «ABTONEWS-MINI» (16+) 10.00 ПАНОРАМА ДНЯ 10.30 Т/С «СТАЯ» (16+) 14.20 БОЛЬШОЙ СПОРТ 14.40 Т/С «СТАЯ» (16+) 18.25 «ПОЛИГОН» 19.00 «АВТО NEWS» (16+) 19.30 «В ЦЕНТРЕ ВНИМАНИЯ» (16+) 20.00 «ДОРОГА К ЧУДУ» 20.30 «ЕКБ: ИНСТРУКЦИЯ ПО ПРИМЕНЕНИЮ» (16+) 20.55 ЦЕРЕМОНИЯ ОТКРЫТИЯ ПЕРВЫХ ЕВРОПЕЙСКИХ ИГР 23.00 БОЛЬШОЙ ФУТБОЛ 23.35 ФУТБОЛ. ХОРВАТИЯ - ИТАЛИЯ 01.40 БОЛЬШОЙ ФУТБОЛ 02.10 ДОКУМ. ФИЛЬМЫ: [816, 319, 982, 680]
still-photo: [817, 831, 985, 961]
program-list: 5.15 Д/Ф «С ЗЕМЛИ ДО ЛУНЫ» (12+) 6.00 МУЛЬТФИЛЬМ 6.35 Х/Ф «СВАДЬБА С ПРИДАНЫМ» (6+) 8.40 Т/С «ДЕСАНТУРА. НИКТО, КРОМЕ НАС» (16+) 9.00 НОВОСТИ ДНЯ 9.15 Т/С «ДЕСАНТУРА. НИКТО, КРОМЕ НАС» (16+) 13.00 НОВОСТИ ДНЯ 13.15 Т/С «ДЕСАНТУРА. НИКТО, КРОМЕ НАС» (16+) 18.00 НОВОСТИ ДНЯ 18.15 НОВАЯ ЗВЕЗДА. ГАЛА-КОНЦЕРТ (6+) 20.25 Х/Ф «ДОБРОВОЛЬЦЫ» 22.15 Х/Ф «КУБАНСКИЕ КАЗАКИ» 23.00 НОВОСТИ ДНЯ 23.20 Х/Ф «КУБАНСКИЕ КАЗАКИ» 00.50 Х/Ф «ДЕЛО ЧЕСТИ» (16+) 02.40 Х/Ф «СЫН ЗА ОТЦА...» (16+) 04.20 Х/Ф «БЕЛЫЙ ВЗРЫВ» (12+): [1167, 658, 1334, 954]
channel-logo: 4 КАНАЛ: [291, 1671, 458, 1699]
channel-block: [115, 1697, 282, 2054]
channel-block: [817, 1268, 985, 1690]
channel-logo: ПЕРЕЦ: [992, 1645, 1159, 1673]
program-list: 5.00 НОВОСТИ ТАУ 6.00 «СОБЫТИЯ. ИТОГИ» 6.30 «СОБЫТИЯ УРФО» 7.00 ПАТРУЛЬНЫЙ УЧАСТОК 7.20 Д/Ф «ЮРИЙ АНДРОПОВ. ЛИЧНАЯ ЖИЗНЬ» (16+) 8.00 ПЁТР ВЕЛЬЯМИНОВ, НИНА РУСЛАНОВА, ГАЛИНА ПОЛЬСКИХ В ИСТОРИЧЕСКОМ ЭПОСЕ «ТЕНИ ИСЧЕЗАЮТ В ПОЛДЕНЬ», 1-7 СЕРИИ 16.00 ЮРИЙ КУЗНЕЦОВ, АЛЕКСАНДР ФИЛИПЕНКО, ЕВГЕНИЙ ДЯТЛОВ В МИСТИЧЕСКОМ СЕРИАЛЕ «ВЕПРЬ», 1-5 СЕРИИ (16+) 21.00 «СОБЫТИЯ» (16+) 21.10 ЮРИЙ КУЗНЕЦОВ, АЛЕКСАНДР ФИЛИПЕНКО, ЕВГЕНИЙ ДЯТЛОВ В МИСТИЧЕСКОМ СЕРИАЛЕ «ВЕПРЬ», 6-8 СЕРИИ (16+) 00.00 ПАТРУЛЬНЫЙ УЧАСТОК 00.20 ПЁТР ВЕЛЬЯМИНОВ, НИНА РУСЛАНОВА, ГАЛИНА ПОЛЬСКИХ В ИСТОРИЧЕСКОМ ЭПОСЕ «ТЕНИ ИСЧЕЗАЮТ В ПОЛДЕНЬ», 1-6 СЕРИИ: [1343, 319, 1509, 680]
page-header: [111, 93, 1514, 231]
channel-logo: УРАЛ: [115, 1697, 282, 1725]
channel-column: [287, 1262, 463, 2099]
program-list: 5.50 Х/Ф «НЕ СОШЛИСЬ ХАРАКТЕРАМИ» 7.30 СЕЛЬСКОЕ УТРО 8.00 ВЕСТИ 8.30 ПЛАНЕТА СОБАК 9.10 Д/Ф «УКРОТИТЕЛИ ЗВУКА» (12+) 10.05 РОССИЯ-УРАЛ 11.00 ВЕСТИ 11.30 КУЛИНАРНАЯ ЗВЕЗДА 12.35 Х/Ф «МОСКВА-ЛОПУШКИ» (12+) 14.00 ВЕСТИ 14.20 ВЕСТИ-УРАЛ 14.30 Х/Ф «МОСКВА-ЛОПУШКИ» (12+) 15.00 СУББОТНИЙ ВЕЧЕР 16.55 УЛИЦА ВЕСЁЛАЯ (12+) 17.50 Х/Ф «РАБОТА НАД ОШИБКАМИ» (12+) 20.00 ВЕСТИ В СУББОТУ 20.45 Х/Ф «ДОМРАБОТНИЦА» (12+) 00.40 Х/Ф «С ЧИСТОГО ЛИСТА» (12+) 02.45 Х/Ф «НА ВСЮ ЖИЗНЬ» (12+) 04.40 КОМНАТА СМЕХА: [290, 1302, 448, 1663]
still-photo: [1343, 779, 1510, 909]
channel-block: [115, 1268, 282, 1690]
still-photo: [465, 505, 633, 635]
program-list-continued: 14.30 Х/Ф «КИН-ДЗА-ДЗА» (12+) 17.15 Х/Ф «ЗУБАСТИКИ» (16+) 19.00 Х/Ф «ЛЮДИ В ЧЕРНОМ» (12+) 21.00 Х/Ф «ЛЮДИ В ЧЕРНОМ 2» (12+) 22.45 Х/Ф «РАССВЕТ МЕРТВЕЦОВ» (18+) 00.45 Х/Ф «ЛЕКАРСТВО» (16+) 02.30 Х/Ф «ОТВЕТНЫЙ ХОД» (12+) 04.15 Т/С «ЧЕРНАЯ МЕТКА» (12+): [816, 1937, 982, 2091]
channel-column: [287, 279, 463, 1040]
channel-logo: Первый: [115, 1268, 282, 1296]
channel-grid: [111, 1262, 1514, 2099]
program-list: 5.05 ЖИВОТНЫЙ СМЕХ 5.35 МУЗ. ПРОГРАММА 6.00 МУЛЬТФИЛЬМЫ 8.00 МУЛЬТФИЛЬМЫ 9.00 М/С «ДРАКОНЫ. ЗАЩИТНИКИ ОЛУХА» 10.20 Х/Ф «ПРИКЛЮЧЕНИЯ ТОМА СОЙЕРА И ГЕКЛЬБЕРРИ ФИННА» 14.30 ШОУ «УРАЛЬСКИХ ПЕЛЬМЕНЕЙ» (16+) 16.00 ЕРАЛАШ 16.45 М/Ф «СТРАСТНЫЙ МАДАГАСКАР» 17.10 М/Ф «ВВЕРХ» 19.00 ВЗВЕШЕННЫЕ ЛЮДИ (16+) 20.30 М/Ф «АЛЁША ПОПОВИЧ И ТУГАРИН ЗМЕЙ» 22.00 М/Ф «ИЛЬЯ МУРОМЕЦ И СОЛОВЕЙ-РАЗБОЙНИК» 23.30 М/Ф «СТРАСТНЫЙ МАДАГАСКАР» 23.55 Х/Ф «ПРИКЛЮЧЕНИЯ ТОМА СОЙЕРА И ГЕКЛЬБЕРРИ ФИННА» 04.05 ЖИВОТНЫЙ СМЕХ: [640, 1706, 808, 2015]
program-list: 6.25 ЖЕНСКАЯ ЛИГА (16+) 7.00 COMEDY CLUB. EXCLUSIVE (16+) 7.35 МУЛЬТФИЛЬМЫ (12+) 9.00 Т/С «ДЕФФЧОНКИ» (16+) 10.00 ДОМ-2. LITE (16+) 11.00 ШКОЛА РЕМОНТА (12+) 12.00 Т/С «САШАТАНЯ» (16+) 12.30 ТАКОЕ КИНО! (16+) 13.00 COMEDY БАТТЛ. ПОСЛЕДНИЙ СЕЗОН (16+) 23.00 ДОМ-2. ГОРОД ЛЮБВИ (16+) 00.00 ДОМ-2. ПОСЛЕ ЗАКАТА (16+) 00.30 ТАКОЕ КИНО! (16+) 01.00 МЕГ РАЙАН, НИКОЛАС КЕЙДЖ, АНДРЕ БРАУЭР, ДЕННИС ФРАНЦ, КОЛМ ФИОРЕ, РОБИН БАРТЛЕТТ, ДЖОАННА МЕРЛИН, САРА ДАМПФ, РОНДА ДОТСОН В МЕЛОДРАМЕ «ГОРОД АНГЕЛОВ» (12+) 03.15 Т/С «ХОР» (16+) 04.10 Т/С «БЕЗ СЛЕДА - 6» (16+): [115, 1731, 281, 2054]
channel-column: [813, 279, 989, 1040]
channel-block: [817, 689, 985, 1018]
channel-logo: НТВ: [465, 1268, 633, 1296]
channel-logo: РОССИЯ К: [641, 1268, 809, 1296]
still-photo: [817, 1801, 985, 1930]
channel-column: [462, 1262, 638, 2099]
channel-logo: ЗВЕЗДА: [1168, 1671, 1335, 1699]
channel-block: [291, 285, 458, 616]
program-list: 5.00 «МУЖСКОЕ / ЖЕНСКОЕ» (16+) 6.00 НОВОСТИ 6.10 Х/Ф «ВОЛГА-ВОЛГА» 8.10 Х/Ф «СВАДЬБА В МАЛИНОВКЕ» 10.00 НОВОСТИ 10.10 Х/Ф «ОФИЦЕРЫ» 12.00 НОВОСТИ 12.15 «1812 - 1815. ЗАГРАНИЧНЫЙ ПОХОД» (12+) 15.00 НОВОСТИ 16.35 «ДОСТОЯНИЕ РЕСПУБЛИКИ. АЛЕКСАНДРА ПАХМУТОВА» (6+) 19.00 ИСТОРИЧЕСКАЯ ДРАМА «ВАСИЛИСА» (12+) 21.00 «ВРЕМЯ» 21.20 Х/Ф «ВАСИЛИСА». ПРОДОЛЖЕНИЕ (12+) 23.10 ЮБИЛЕЙНЫЙ КОНЦЕРТ ОРКЕСТРА «ФОНОГРАФ» 01.00 Х/Ф «ГОЛУБОГЛАЗЫЙ МИККИ» (12+) 02.55 Х/Ф «ВРЕМЯ ПРИКЛЮЧЕНИЙ» (16+) 04.55 «РОССИЯ ОТ КРАЯ ДО КРАЯ» (12+): [115, 319, 265, 680]
channel-grid: [111, 279, 1514, 1040]
channel-block: [1168, 285, 1335, 616]
channel-column: [638, 1262, 813, 2099]
channel-column: [638, 279, 813, 1040]
channel-logo: УРАЛ: [115, 689, 282, 716]
channel-block: [465, 1710, 633, 2067]
program-list: 6.00 ДЖЕЙМИ. ОБЕД ЗА 15 МИНУТ (16+) 7.00 «ЖЕКДЛЯ ЧЕЛОВЕКА» (16+) 7.05 ОДНА ЗА ВСЕХ (16+) 7.30 СЕКРЕТЫ И СОВЕТЫ (16+) 8.00 ОДНА ЗА ВСЕХ (16+) 8.40 Х/Ф «УКРОТИТЕЛЬНИЦА ТИГРОВ» 10.35 Х/Ф «УНЕСЁННЫЕ ВЕТРОМ» (12+) 15.00 МЕЛОДРАМА «1001 НОЧЬ» (12+) 18.00 «ВКУС ЖИЗНИ» (16+) 18.25 ПОГОДА (6+) 18.30 «КУХНЯ» (12+) 18.50 ГОРОДСКАЯ ДУМА. ХРОНИКА ДЕЛА, ЛЮДИ (16+) 19.00 МЕЛОДРАМА «1001 НОЧЬ» (12+) 21.45 ВОСТОЧНЫЕ ЖЁНЫ (16+) 22.45 ЗВЁЗДНАЯ ЖИЗНЬ (16+) 23.45 ОДНА ЗА ВСЕХ (16+) 00.00 «ВКУС ЖИЗНИ» (16+) 00.25 ПОГОДА (6+) 00.30 МЕЛОДРАМА «КАРДИОГРАММА ЛЮБВИ» (18+) 02.20 Х/Ф «ЗАСПИЧКАМИ» (12+) 04.15 ЗВЁЗДНЫЕ ИСТОРИИ (16+): [1167, 1302, 1332, 1663]
channel-column: [111, 279, 287, 1040]
channel-block: [1343, 689, 1510, 1018]
channel-block: [1343, 1801, 1510, 1964]
program-list: 5.15 Т/С «РЫЖИЕ» (16+) 6.00 МУЛЬТФИЛЬМ 7.00 «МЕЛЬНИЦА» (16+) 7.30 О ЛИЧНОМ И НАЛИЧНОМ 8.00 «СМЕШАРИКИ» 8.55 «ШКОЛА ДОКТОРА КОМАРОВСКОГО» (16+) 9.35 «ОРЁЛ И РЕШКА. КУРОРТНЫЙ СЕЗОН» (16+) 11.30 «ЕДА, Я ЛЮБЛЮ ТЕБЯ!» (16+) 12.30 «ОРЁЛ И РЕШКА. ШОПИНГ» (16+) 14.25 «ОРЁЛ И РЕШКА» (16+) 16.25 Х/Ф «ЖИЗНЬ, КАК ОНА ЕСТЬ» (16+) 18.25 Х/Ф «ЧЕГО ХОДЯТ, КОГДА ЖДЕШЬ РЕБЕНКА» (16+) 20.30 «РЕВИЗОРРО» (16+) 21.30 Д/Ф «ПОБЕГ ИЗ МЕГАПОЛИСА» (16+) 22.30 «ОРЁЛ И РЕШКА. НЕИЗВЕДАННАЯ ЕВРОПА» (16+) 00.05 Х/Ф «САМЫЙ ЛУЧШИЙ ПАПА» (18+) 02.00 «БОЛЬШИЕ ВАРЕЗНИЦА» (16+) 02.55 РАЗРУШИТЕЛИ МИФОВ: [290, 1706, 457, 2066]
channel-logo: 5: [1343, 1801, 1510, 1829]
channel-logo: ОТВ: [1343, 1268, 1510, 1296]
